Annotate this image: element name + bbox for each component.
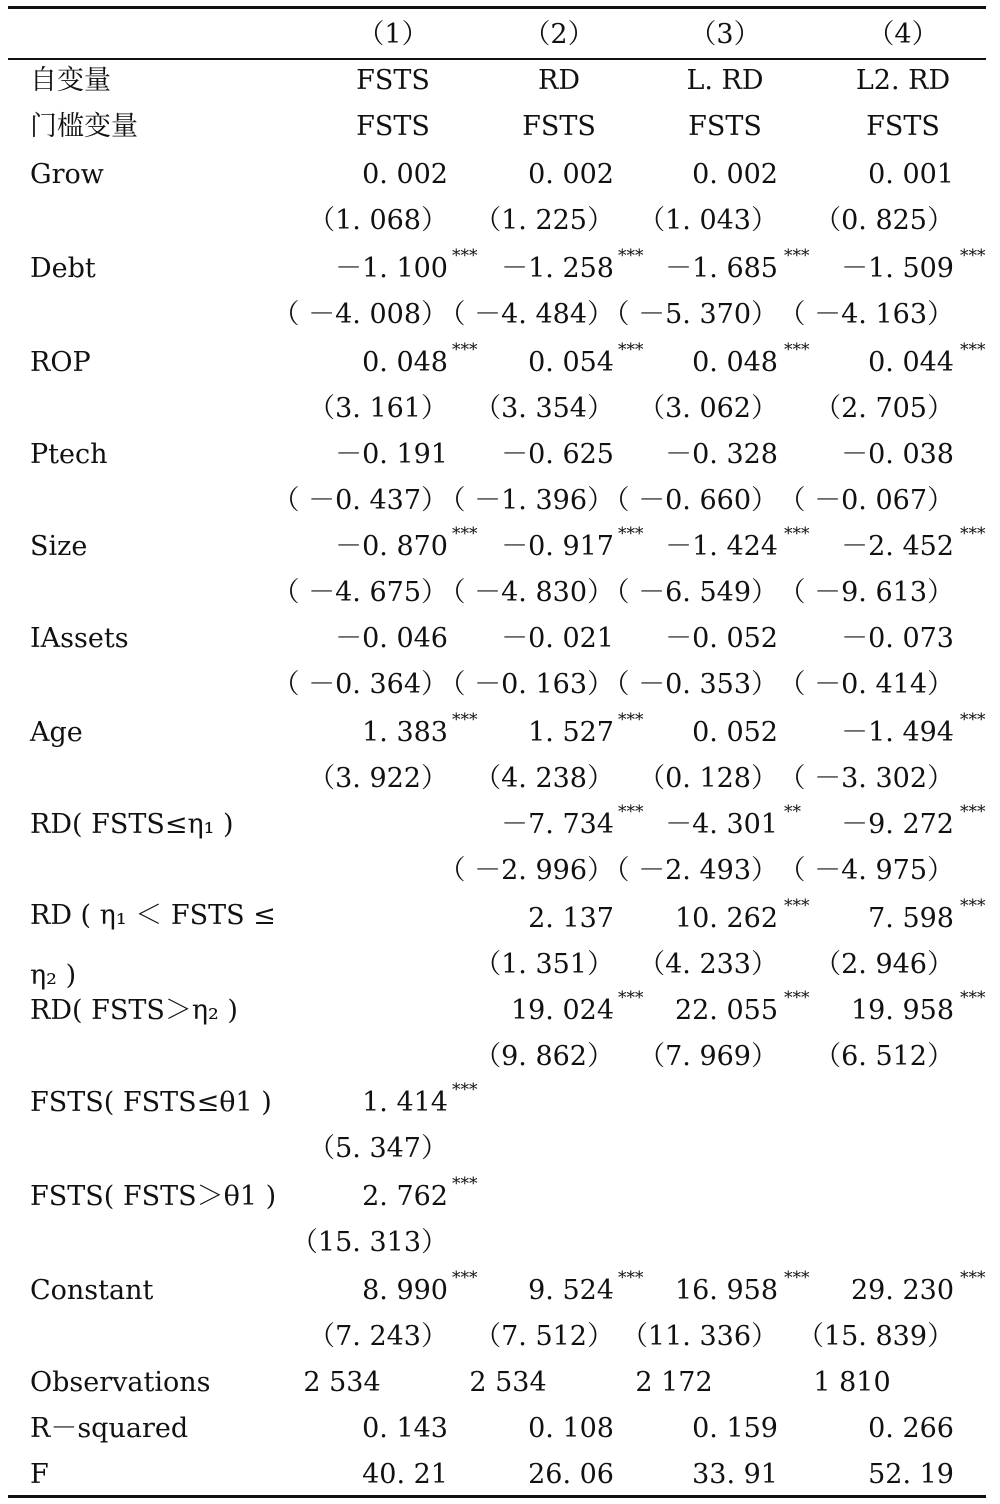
significance-stars: *** — [784, 896, 810, 916]
table-cell: （7. 512） — [474, 1321, 614, 1352]
table-cell: －9. 272 — [841, 809, 954, 840]
table-cell: FSTS — [522, 111, 596, 142]
table-cell: 1 810 — [813, 1367, 891, 1398]
table-cell: 1. 383 — [362, 717, 448, 748]
table-row — [0, 292, 1000, 338]
table-cell: 0. 048 — [362, 347, 448, 378]
row-label: FSTS( FSTS≤θ1 ) — [30, 1087, 272, 1118]
table-cell: FSTS — [356, 111, 430, 142]
table-cell: （4. 238） — [474, 763, 614, 794]
significance-stars: *** — [784, 340, 810, 360]
table-cell: （4. 233） — [638, 949, 778, 980]
table-cell: 2. 762 — [362, 1181, 448, 1212]
table-cell: 0. 044 — [868, 347, 954, 378]
table-cell: （ －4. 008） — [272, 299, 448, 330]
significance-stars: *** — [960, 246, 986, 266]
table-cell: （ －9. 613） — [778, 577, 954, 608]
table-cell: （3. 161） — [308, 393, 448, 424]
col-header-3: （3） — [689, 19, 761, 50]
row-label: Age — [30, 717, 83, 748]
table-cell: （7. 969） — [638, 1041, 778, 1072]
table-cell: －0. 328 — [665, 439, 778, 470]
table-cell: －1. 258 — [501, 253, 614, 284]
table-cell: （15. 313） — [290, 1227, 448, 1258]
row-label: Grow — [30, 159, 104, 190]
table-cell: （ －2. 996） — [438, 855, 614, 886]
table-cell: （ －0. 437） — [272, 485, 448, 516]
significance-stars: *** — [618, 340, 644, 360]
significance-stars: *** — [452, 246, 478, 266]
significance-stars: *** — [960, 802, 986, 822]
table-cell: （ －6. 549） — [602, 577, 778, 608]
table-cell: 0. 159 — [692, 1413, 778, 1444]
row-label: R－squared — [30, 1413, 189, 1444]
table-cell: 16. 958 — [674, 1275, 778, 1306]
row-label: F — [30, 1459, 49, 1490]
table-cell: （ －4. 975） — [778, 855, 954, 886]
table-cell: L2. RD — [855, 65, 951, 96]
row-label: ROP — [30, 347, 91, 378]
table-cell: －0. 191 — [335, 439, 448, 470]
table-row — [0, 1452, 1000, 1498]
table-cell: （ －0. 660） — [602, 485, 778, 516]
significance-stars: *** — [960, 710, 986, 730]
row-label: 门槛变量 — [30, 111, 138, 142]
table-cell: （2. 705） — [814, 393, 954, 424]
table-cell: 40. 21 — [362, 1459, 448, 1490]
significance-stars: *** — [452, 1080, 478, 1100]
table-row — [0, 570, 1000, 616]
table-cell: －0. 021 — [501, 623, 614, 654]
table-cell: （9. 862） — [474, 1041, 614, 1072]
table-row — [0, 58, 1000, 104]
table-cell: （3. 062） — [638, 393, 778, 424]
significance-stars: *** — [784, 246, 810, 266]
significance-stars: *** — [618, 524, 644, 544]
row-label: Constant — [30, 1275, 154, 1306]
significance-stars: *** — [452, 340, 478, 360]
table-cell: －1. 509 — [841, 253, 954, 284]
significance-stars: *** — [452, 710, 478, 730]
table-cell: －0. 052 — [665, 623, 778, 654]
table-row — [0, 104, 1000, 150]
table-cell: （ －4. 484） — [438, 299, 614, 330]
table-row — [0, 340, 1000, 386]
row-label: Size — [30, 531, 88, 562]
row-label: Ptech — [30, 439, 108, 470]
table-cell: －0. 046 — [335, 623, 448, 654]
table-cell: －0. 870 — [335, 531, 448, 562]
table-row — [0, 1314, 1000, 1360]
table-cell: 26. 06 — [528, 1459, 614, 1490]
table-cell: －2. 452 — [841, 531, 954, 562]
table-row — [0, 756, 1000, 802]
row-label: 自变量 — [30, 65, 111, 96]
table-row — [0, 1360, 1000, 1406]
table-cell: （1. 068） — [308, 205, 448, 236]
table-cell: （ －0. 067） — [778, 485, 954, 516]
col-header-4: （4） — [867, 19, 939, 50]
table-cell: （ －2. 493） — [602, 855, 778, 886]
table-cell: －1. 100 — [335, 253, 448, 284]
row-label: FSTS( FSTS＞θ1 ) — [30, 1181, 277, 1212]
significance-stars: *** — [960, 988, 986, 1008]
significance-stars: ** — [784, 802, 801, 822]
table-cell: （ －0. 414） — [778, 669, 954, 700]
table-row — [0, 152, 1000, 198]
table-cell: 2 534 — [469, 1367, 547, 1398]
table-cell: 33. 91 — [692, 1459, 778, 1490]
significance-stars: *** — [618, 802, 644, 822]
table-cell: 7. 598 — [868, 903, 954, 934]
table-cell: 1. 527 — [528, 717, 614, 748]
table-cell: 2 534 — [303, 1367, 381, 1398]
table-cell: 0. 054 — [528, 347, 614, 378]
table-cell: 0. 143 — [362, 1413, 448, 1444]
table-cell: RD — [538, 65, 580, 96]
significance-stars: *** — [618, 1268, 644, 1288]
table-cell: －1. 494 — [841, 717, 954, 748]
table-cell: －1. 424 — [665, 531, 778, 562]
table-row — [0, 432, 1000, 478]
table-row — [0, 1126, 1000, 1172]
table-row — [0, 662, 1000, 708]
table-cell: 29. 230 — [850, 1275, 954, 1306]
table-cell: 2. 137 — [528, 903, 614, 934]
table-row — [0, 616, 1000, 662]
table-cell: （0. 128） — [638, 763, 778, 794]
table-cell: 0. 048 — [692, 347, 778, 378]
row-label: RD( FSTS≤η₁ ) — [30, 809, 234, 840]
significance-stars: *** — [784, 524, 810, 544]
table-row — [0, 1220, 1000, 1266]
table-row — [0, 988, 1000, 1034]
table-row — [0, 1174, 1000, 1220]
table-cell: 22. 055 — [674, 995, 778, 1026]
table-cell: －4. 301 — [665, 809, 778, 840]
significance-stars: *** — [452, 524, 478, 544]
col-header-2: （2） — [523, 19, 595, 50]
table-cell: 0. 052 — [692, 717, 778, 748]
table-cell: 1. 414 — [362, 1087, 448, 1118]
table-cell: （ －5. 370） — [602, 299, 778, 330]
row-label: RD( FSTS＞η₂ ) — [30, 995, 238, 1026]
significance-stars: *** — [452, 1174, 478, 1194]
table-cell: FSTS — [866, 111, 940, 142]
table-cell: （11. 336） — [620, 1321, 778, 1352]
table-cell: －7. 734 — [501, 809, 614, 840]
table-cell: （5. 347） — [308, 1133, 448, 1164]
table-cell: 0. 002 — [362, 159, 448, 190]
significance-stars: *** — [960, 524, 986, 544]
table-cell: （6. 512） — [814, 1041, 954, 1072]
table-cell: 52. 19 — [868, 1459, 954, 1490]
table-row — [0, 802, 1000, 848]
table-cell: －0. 625 — [501, 439, 614, 470]
table-row — [0, 1406, 1000, 1452]
significance-stars: *** — [960, 340, 986, 360]
row-label: Debt — [30, 253, 96, 284]
table-row — [0, 710, 1000, 756]
table-cell: 0. 002 — [528, 159, 614, 190]
table-row — [0, 942, 1000, 988]
significance-stars: *** — [960, 896, 986, 916]
significance-stars: *** — [452, 1268, 478, 1288]
table-cell: FSTS — [688, 111, 762, 142]
table-row — [0, 1268, 1000, 1314]
table-cell: 10. 262 — [674, 903, 778, 934]
table-row — [0, 386, 1000, 432]
table-cell: （ －0. 364） — [272, 669, 448, 700]
significance-stars: *** — [784, 1268, 810, 1288]
significance-stars: *** — [784, 988, 810, 1008]
significance-stars: *** — [960, 1268, 986, 1288]
table-cell: －0. 917 — [501, 531, 614, 562]
table-row — [0, 524, 1000, 570]
table-cell: FSTS — [356, 65, 430, 96]
table-cell: （ －3. 302） — [778, 763, 954, 794]
table-cell: （3. 354） — [474, 393, 614, 424]
col-header-1: （1） — [357, 19, 429, 50]
table-cell: （3. 922） — [308, 763, 448, 794]
table-cell: 2 172 — [635, 1367, 713, 1398]
significance-stars: *** — [618, 246, 644, 266]
table-row — [0, 198, 1000, 244]
table-cell: （1. 225） — [474, 205, 614, 236]
table-cell: 8. 990 — [362, 1275, 448, 1306]
table-cell: （ －1. 396） — [438, 485, 614, 516]
table-cell: 19. 024 — [510, 995, 614, 1026]
table-cell: 19. 958 — [850, 995, 954, 1026]
table-cell: L. RD — [686, 65, 764, 96]
table-cell: 0. 266 — [868, 1413, 954, 1444]
table-cell: （1. 043） — [638, 205, 778, 236]
table-cell: （2. 946） — [814, 949, 954, 980]
table-cell: （0. 825） — [814, 205, 954, 236]
table-cell: 0. 002 — [692, 159, 778, 190]
table-cell: －1. 685 — [665, 253, 778, 284]
table-cell: －0. 073 — [841, 623, 954, 654]
table-cell: 9. 524 — [528, 1275, 614, 1306]
table-cell: 0. 001 — [868, 159, 954, 190]
table-cell: （7. 243） — [308, 1321, 448, 1352]
table-cell: （ －0. 163） — [438, 669, 614, 700]
table-row — [0, 478, 1000, 524]
row-label: Observations — [30, 1367, 211, 1398]
table-row — [0, 246, 1000, 292]
table-cell: 0. 108 — [528, 1413, 614, 1444]
significance-stars: *** — [618, 988, 644, 1008]
table-cell: （ －0. 353） — [602, 669, 778, 700]
table-cell: （ －4. 675） — [272, 577, 448, 608]
row-label: IAssets — [30, 623, 129, 654]
table-cell: （1. 351） — [474, 949, 614, 980]
row-label: RD ( η₁ ＜ FSTS ≤ η₂ ) — [30, 900, 276, 991]
table-cell: （ －4. 163） — [778, 299, 954, 330]
table-cell: （15. 839） — [796, 1321, 954, 1352]
table-row — [0, 1034, 1000, 1080]
table-cell: －0. 038 — [841, 439, 954, 470]
table-row — [0, 1080, 1000, 1126]
significance-stars: *** — [618, 710, 644, 730]
table-cell: （ －4. 830） — [438, 577, 614, 608]
